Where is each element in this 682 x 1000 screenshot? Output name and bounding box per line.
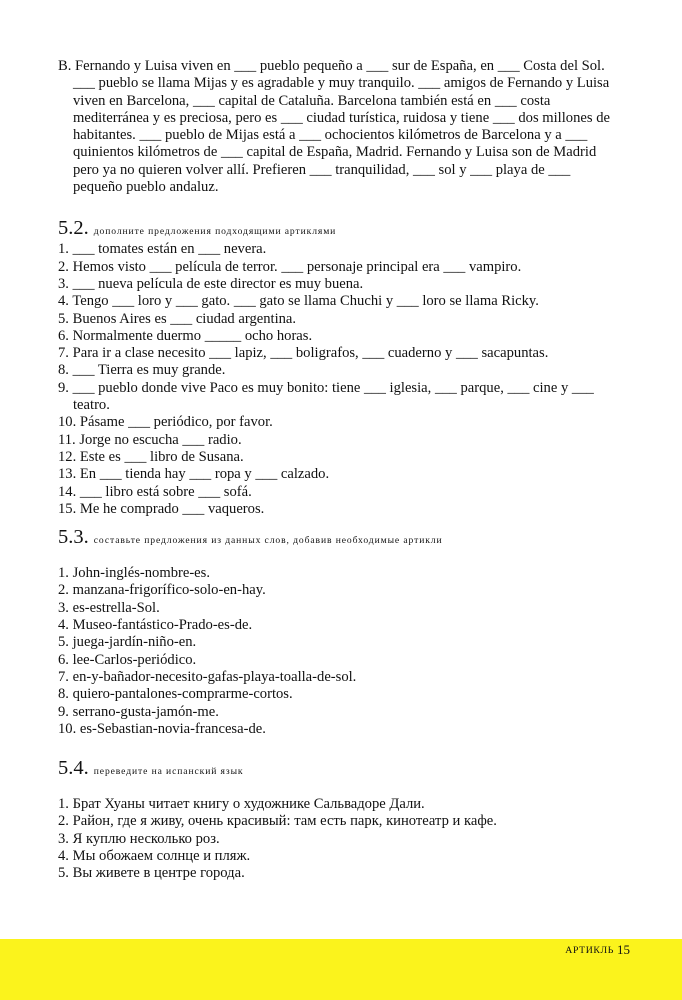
section-caption: составьте предложения из данных слов, добавив необходимые артикли (93, 535, 443, 547)
exercise-item: 2. manzana-frigorífico-solo-en-hay. (58, 582, 266, 599)
exercise-item: 5. juega-jardín-niño-en. (58, 634, 197, 651)
exercise-item: 1. ___ tomates están en ___ nevera. (58, 241, 267, 258)
section-heading (58, 756, 618, 780)
exercise-item: 3. Я куплю несколько роз. (58, 830, 220, 847)
exercise-item: 3. ___ nueva película de este director es muy buena. (58, 275, 364, 292)
section-5-4 (58, 756, 618, 882)
exercise-item: 4. Мы обожаем солнце и пляж. (58, 847, 251, 864)
section-5-3 (58, 525, 618, 738)
exercise-item: 5. Вы живете в центре города. (58, 865, 245, 882)
exercise-item: 8. ___ Tierra es muy grande. (58, 362, 226, 379)
exercise-item: 13. En ___ tienda hay ___ ropa y ___ calzado. (58, 466, 330, 483)
exercise-item: 10. Pásame ___ periódico, por favor. (58, 414, 273, 431)
exercise-item: 7. en-y-bañador-necesito-gafas-playa-toalla-de-sol. (58, 668, 357, 685)
exercise-item: 4. Museo-fantástico-Prado-es-de. (58, 617, 253, 634)
footer-bar (0, 939, 682, 1000)
exercise-item: 14. ___ libro está sobre ___ sofá. (58, 483, 252, 500)
section-5-2 (58, 216, 618, 518)
exercise-item: 4. Tengo ___ loro y ___ gato. ___ gato se llama Chuchi y ___ loro se llama Ricky. (58, 293, 539, 310)
exercise-item: 6. Normalmente duermo _____ ocho horas. (58, 327, 313, 344)
exercise-item: 12. Este es ___ libro de Susana. (58, 448, 244, 465)
exercise-item: 9. ___ pueblo donde vive Paco es muy bonito: tiene ___ iglesia, ___ parque, ___ cine y ___ teatro. (58, 379, 594, 414)
exercise-item: 9. serrano-gusta-jamón-me. (58, 703, 219, 720)
section-caption: переведите на испанский язык (93, 766, 244, 778)
exercise-item: 1. Брат Хуаны читает книгу о художнике Сальвадоре Дали. (58, 796, 425, 813)
running-footer-label: АРТИКЛЬ (565, 945, 614, 956)
section-number: 5.4. (58, 757, 89, 780)
section-number: 5.3. (58, 526, 89, 549)
section-number: 5.2. (58, 217, 89, 240)
exercise-item: 6. lee-Carlos-periódico. (58, 651, 197, 668)
exercise-item: 10. es-Sebastian-novia-francesa-de. (58, 720, 266, 737)
page-content (58, 58, 618, 883)
exercise-item: 2. Район, где я живу, очень красивый: там есть парк, кинотеатр и кафе. (58, 813, 497, 830)
exercise-list (58, 241, 618, 518)
section-heading (58, 216, 618, 240)
exercise-b-text: B. Fernando y Luisa viven en ___ pueblo pequeño a ___ sur de España, en ___ Costa del Sol. ___ pueblo se llama Mijas y es agradable y muy tranquilo. ___ amigos de Fernando y Luisa viven en Barcelona, ___ capital de Cataluña. Barcelona también está en ___ costa mediterránea y es preciosa, pero es ___ ciudad turística, ruidosa y tiene ___ dos millones de habitantes. ___ pueblo de Mijas está a ___ ochocientos kilómetros de Barcelona y a ___ quinientos kilómetros de ___ capital de España, Madrid. Fernando y Luisa son de Madrid pero ya no quieren volver allí. Prefieren ___ tranquilidad, ___ sol y ___ playa de ___ pequeño pueblo andaluz. (58, 58, 610, 196)
section-caption: дополните предложения подходящими артиклями (93, 226, 337, 238)
exercise-item: 8. quiero-pantalones-comprarme-cortos. (58, 686, 293, 703)
exercise-item: 1. John-inglés-nombre-es. (58, 565, 210, 582)
exercise-item: 15. Me he comprado ___ vaqueros. (58, 500, 265, 517)
exercise-item: 7. Para ir a clase necesito ___ lapiz, ___ boligrafos, ___ cuaderno y ___ sacapuntas. (58, 345, 549, 362)
exercise-item: 11. Jorge no escucha ___ radio. (58, 431, 242, 448)
page-number: 15 (617, 942, 630, 957)
exercise-list (58, 796, 618, 882)
exercise-item: 2. Hemos visto ___ película de terror. ___ personaje principal era ___ vampiro. (58, 258, 522, 275)
exercise-item: 3. es-estrella-Sol. (58, 599, 160, 616)
exercise-item: 5. Buenos Aires es ___ ciudad argentina. (58, 310, 297, 327)
exercise-list (58, 565, 618, 738)
section-heading (58, 525, 618, 549)
